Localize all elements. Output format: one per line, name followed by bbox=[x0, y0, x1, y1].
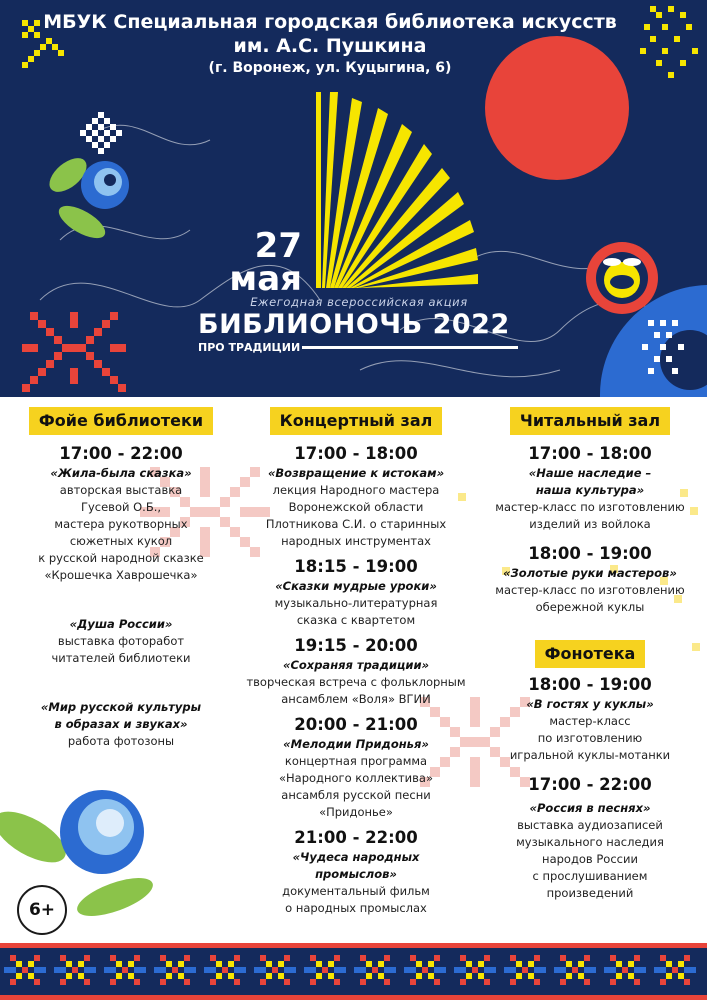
organization-name bbox=[40, 10, 620, 78]
event-title: «Мелодии Придонья» bbox=[283, 737, 429, 751]
event-title: «Возвращение к истокам» bbox=[267, 466, 445, 480]
event-description: выставка аудиозаписей музыкального наследия народов России с прослушиванием произведений bbox=[516, 818, 664, 900]
action-caption: Ежегодная всероссийская акция bbox=[250, 295, 468, 309]
column-concert-hall bbox=[244, 407, 468, 917]
event-time: 21:00 - 22:00 bbox=[294, 828, 418, 847]
event-description: музыкально-литературная сказка с квартетом bbox=[274, 596, 438, 627]
age-rating-badge: 6+ bbox=[17, 885, 67, 935]
subtitle-underline bbox=[302, 346, 518, 349]
event-title: «Жила-была сказка» bbox=[50, 466, 192, 480]
event-time: 20:00 - 21:00 bbox=[294, 715, 418, 734]
event-title: БИБЛИОНОЧЬ 2022 bbox=[198, 309, 510, 340]
event-description: мастер-класс по изготовлению обережной куклы bbox=[495, 583, 685, 614]
event-time: 17:00 - 22:00 bbox=[59, 444, 183, 463]
event-description: мастер-класс по изготовлению изделий из войлока bbox=[495, 500, 685, 531]
event-title: «Чудеса народных промыслов» bbox=[292, 850, 420, 881]
event-description: творческая встреча с фольклорным ансамблем «Воля» ВГИИ bbox=[246, 675, 466, 706]
event-description: выставка фоторабот читателей библиотеки bbox=[51, 634, 191, 665]
org-line-1: МБУК Специальная городская библиотека искусств bbox=[43, 11, 617, 33]
event-title: «Золотые руки мастеров» bbox=[503, 566, 677, 580]
event-time: 17:00 - 22:00 bbox=[528, 775, 652, 794]
event-description: концертная программа «Народного коллектива» ансамбля русской песни «Придонье» bbox=[278, 754, 434, 819]
event-description: лекция Народного мастера Воронежской области Плотникова С.И. о старинных народных инструментах bbox=[265, 483, 447, 548]
event-month: мая bbox=[229, 259, 302, 299]
poster-header bbox=[0, 0, 707, 397]
event-title: «Россия в песнях» bbox=[529, 801, 651, 815]
folk-flower-right-icon bbox=[586, 242, 658, 314]
white-pixel-ornament-icon bbox=[80, 112, 122, 154]
org-address: (г. Воронеж, ул. Куцыгина, 6) bbox=[208, 60, 452, 76]
event-description: документальный фильм о народных промыслах bbox=[282, 884, 430, 915]
column-foyer bbox=[10, 407, 232, 750]
red-embroidery-icon bbox=[22, 312, 126, 392]
venue-label-phonoteka: Фонотека bbox=[535, 640, 646, 668]
event-subtitle: ПРО ТРАДИЦИИ bbox=[198, 341, 301, 354]
sun-fan-icon bbox=[316, 92, 478, 288]
event-description: авторская выставка Гусевой О.Б., мастера рукотворных сюжетных кукол к русской народной сказке «Крошечка Хаврошечка» bbox=[38, 483, 204, 582]
event-description: мастер-класс по изготовлению игральной куклы-мотанки bbox=[509, 714, 671, 762]
event-time: 17:00 - 18:00 bbox=[294, 444, 418, 463]
event-time: 17:00 - 18:00 bbox=[528, 444, 652, 463]
venue-label-foyer: Фойе библиотеки bbox=[29, 407, 213, 435]
event-title: «Сохраняя традиции» bbox=[282, 658, 430, 672]
folk-flower-icon bbox=[43, 152, 129, 245]
event-time: 19:15 - 20:00 bbox=[294, 636, 418, 655]
event-title: «Наше наследие – наша культура» bbox=[528, 466, 652, 497]
event-time: 18:00 - 19:00 bbox=[528, 544, 652, 563]
event-title: «Сказки мудрые уроки» bbox=[275, 579, 437, 593]
event-title: «В гостях у куклы» bbox=[526, 697, 654, 711]
column-reading-room bbox=[484, 407, 696, 902]
event-time: 18:00 - 19:00 bbox=[528, 675, 652, 694]
venue-label-concert-hall: Концертный зал bbox=[270, 407, 443, 435]
red-ornament-border bbox=[0, 943, 707, 1000]
event-title: «Мир русской культуры в образах и звуках» bbox=[40, 700, 202, 731]
event-description: работа фотозоны bbox=[67, 734, 175, 748]
event-day: 27 bbox=[254, 226, 302, 266]
venue-label-reading-room: Читальный зал bbox=[510, 407, 670, 435]
event-time: 18:15 - 19:00 bbox=[294, 557, 418, 576]
org-line-2: им. А.С. Пушкина bbox=[233, 35, 427, 57]
event-title: «Душа России» bbox=[69, 617, 173, 631]
